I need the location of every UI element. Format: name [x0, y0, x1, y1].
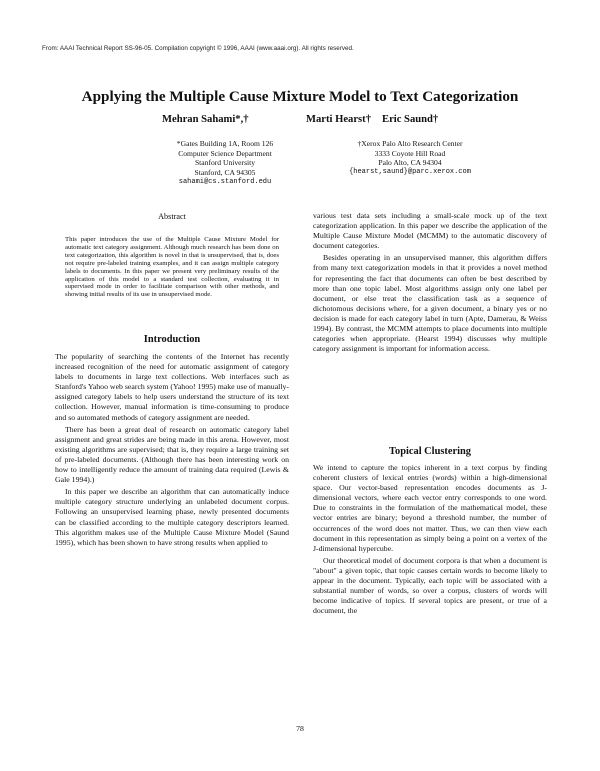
abstract-text: This paper introduces the use of the Multiple Cause Mixture Model for automatic text category assignment. Although much research has been done on text categorization, this algorithm is novel in that is unsupervised, that is, does not require pre-labeled training examples, and it can assign multiple category labels to documents. In this paper we present very preliminary results of the application of this model to a standard test collection, evaluating it in supervised mode in order to facilitate comparison with other methods, and showing initial results of its use in unsupervised mode.: [65, 236, 279, 299]
affiliation-line: Stanford, CA 94305: [194, 168, 256, 178]
paragraph: The popularity of searching the contents of the Internet has recently increased recognition of the need for automatic assignment of category labels to documents in large text collections. Web interfaces such as Stanford's Yahoo web search system (Yahoo! 1995) make use of manually-assigned category labels to help users understand the structure of its text collection. However, manual information is time-consuming to produce and so automated methods of category assignment are needed.: [55, 352, 289, 422]
paragraph: We intend to capture the topics inherent in a text corpus by finding coherent clusters of lexical entries (words) within a high-dimensional space. Our vector-based representation encodes documents as J-dimensional vectors, where each vector entry corresponds to one word. Due to constraints in the formulation of the mathematical model, these vector entries are binary; beyond a threshold number, the number of occurrences of the word does not matter. Thus, we can then view each document in this representation as simply being a point on a vertex of the J-dimensional hypercube.: [313, 463, 547, 553]
paragraph: Our theoretical model of document corpora is that when a document is "about" a given topic, that topic causes certain words to become likely to appear in the document. Typically, each topic will be associated with a substantial number of words, so over a corpus, clusters of words will become indicative of topics. If several topics are present, or true of a document, the: [313, 555, 547, 616]
affiliation-line: Stanford University: [194, 158, 256, 168]
author-email: {hearst,saund}@parc.xerox.com: [349, 168, 471, 177]
author-sahami: Mehran Sahami*,†: [162, 114, 249, 125]
author-hearst: Marti Hearst†: [306, 114, 372, 125]
introduction-heading: Introduction: [143, 334, 201, 345]
affiliation-line: *Gates Building 1A, Room 126: [176, 139, 274, 148]
abstract-heading: Abstract: [158, 212, 186, 221]
affiliation-line: Computer Science Department: [178, 148, 272, 158]
paragraph: There has been a great deal of research on automatic category label assignment and great strides are being made in this arena. However, most existing algorithms are supervised; that is, they require a large training set of pre-labeled documents. (Although there has been interesting work on how to intelligently reduce the amount of training data required (Lewis & Gale 1994).): [55, 424, 289, 485]
author-email: sahami@cs.stanford.edu: [178, 177, 272, 186]
affiliation-stanford: [140, 139, 310, 188]
copyright-note: From: AAAI Technical Report SS-96-05. Compilation copyright © 1996, AAAI (www.aaai.org). All rights reserved.: [42, 45, 354, 52]
affiliation-line: †Xerox Palo Alto Research Center: [357, 139, 463, 148]
affiliation-line: Palo Alto, CA 94304: [378, 158, 442, 168]
topical-clustering-body: [313, 463, 547, 616]
paragraph: various test data sets including a small-scale mock up of the text categorization application. In this paper we describe the application of the Multiple Cause Mixture Model (MCMM) to the automatic discovery of document categories.: [313, 211, 547, 251]
paper-title: Applying the Multiple Cause Mixture Model to Text Categorization: [81, 88, 519, 105]
paragraph: Besides operating in an unsupervised manner, this algorithm differs from many text categorization models in that it provides a novel method for representing the fact that documents can often be best described by more than one topic label. Most algorithms assign only one label per document, or else treat the classification task as a sequence of dichotomous decisions where, for a given document, a binary yes or no decision is made for each category label in turn (Apte, Damerau, & Weiss 1994). By contrast, the MCMM attempts to place documents into multiple categories when appropriate. (Hearst 1994) discusses why multiple category assignment is important for information access.: [313, 253, 547, 354]
affiliation-line: 3333 Coyote Hill Road: [374, 148, 446, 158]
page-number: 78: [296, 724, 304, 733]
affiliation-xerox: [320, 139, 500, 178]
author-saund: Eric Saund†: [382, 114, 439, 125]
right-column-body: [313, 211, 547, 354]
paragraph: In this paper we describe an algorithm that can automatically induce multiple category structure underlying an unlabeled document corpus. Following an unsupervised learning phase, newly presented documents can be classified according to the multiple category descriptors learned. This algorithm makes use of the Multiple Cause Mixture Model (Saund 1995), which has been shown to have strong results when applied to: [55, 487, 289, 547]
topical-clustering-heading: Topical Clustering: [389, 446, 471, 457]
introduction-body: [55, 352, 289, 548]
